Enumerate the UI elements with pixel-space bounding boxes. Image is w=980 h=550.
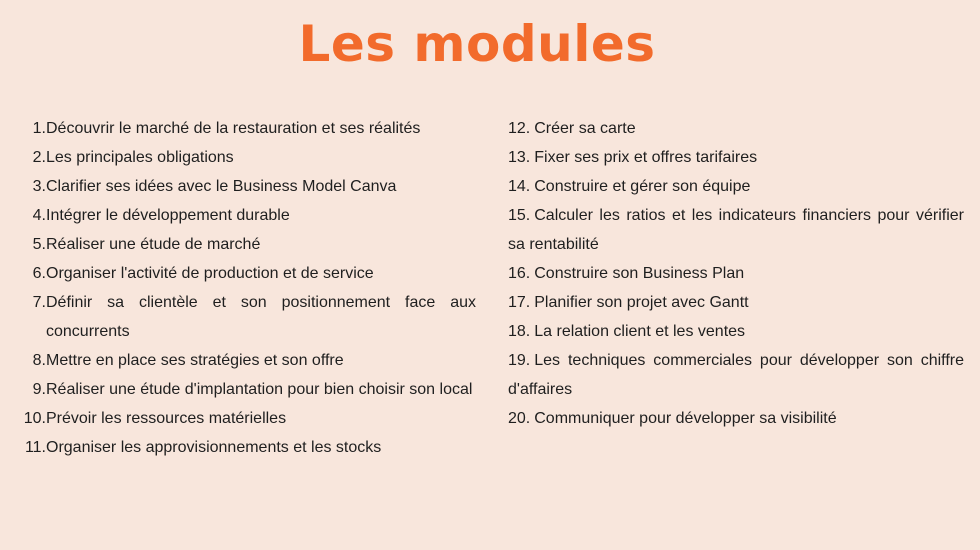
item-number: 20. <box>508 410 531 427</box>
list-item <box>16 172 476 201</box>
item-number: 1. <box>32 120 46 137</box>
item-number: 6. <box>32 265 46 282</box>
item-number: 10. <box>23 410 46 427</box>
list-item <box>508 288 964 317</box>
item-number: 9. <box>32 381 46 398</box>
item-number: 2. <box>32 149 46 166</box>
list-item <box>16 201 476 230</box>
item-number: 19. <box>508 352 531 369</box>
modules-list-right <box>508 114 964 433</box>
item-text: Organiser l'activité de production et de service <box>46 265 374 282</box>
item-number: 8. <box>32 352 46 369</box>
list-item <box>16 433 476 462</box>
item-text: Planifier son projet avec Gantt <box>534 294 749 311</box>
list-item <box>16 288 476 346</box>
item-number: 17. <box>508 294 531 311</box>
item-text: Mettre en place ses stratégies et son offre <box>46 352 344 369</box>
item-text: Construire son Business Plan <box>534 265 745 282</box>
page-title: Les modules <box>298 15 656 73</box>
item-text: Communiquer pour développer sa visibilité <box>534 410 837 427</box>
list-item <box>16 114 476 143</box>
list-item <box>508 346 964 404</box>
item-number: 16. <box>508 265 531 282</box>
item-text: Réaliser une étude d'implantation pour bien choisir son local <box>46 381 473 398</box>
item-text: Clarifier ses idées avec le Business Model Canva <box>46 178 397 195</box>
list-item <box>508 143 964 172</box>
item-number: 11. <box>24 439 46 456</box>
item-number: 5. <box>32 236 46 253</box>
item-number: 15. <box>508 207 531 224</box>
item-text: Organiser les approvisionnements et les stocks <box>46 439 382 456</box>
list-item <box>16 230 476 259</box>
item-text: Construire et gérer son équipe <box>534 178 751 195</box>
item-text: Les principales obligations <box>46 149 234 166</box>
list-item <box>508 317 964 346</box>
item-text: Découvrir le marché de la restauration et ses réalités <box>46 120 421 137</box>
list-item <box>16 346 476 375</box>
item-number: 18. <box>508 323 531 340</box>
item-text: Calculer les ratios et les indicateurs financiers pour vérifier sa rentabilité <box>508 207 964 253</box>
item-text: Intégrer le développement durable <box>46 207 290 224</box>
item-number: 4. <box>32 207 46 224</box>
item-number: 3. <box>32 178 46 195</box>
list-item <box>508 201 964 259</box>
list-item <box>508 259 964 288</box>
list-item <box>16 143 476 172</box>
item-text: Créer sa carte <box>534 120 636 137</box>
list-item <box>16 404 476 433</box>
item-number: 13. <box>508 149 531 166</box>
item-text: Fixer ses prix et offres tarifaires <box>534 149 758 166</box>
modules-list-left <box>16 114 476 462</box>
list-item <box>16 375 476 404</box>
item-text: Prévoir les ressources matérielles <box>46 410 287 427</box>
item-number: 12. <box>508 120 531 137</box>
item-number: 14. <box>508 178 531 195</box>
item-text: Définir sa clientèle et son positionnement face aux concurrents <box>46 294 476 340</box>
item-text: Réaliser une étude de marché <box>46 236 261 253</box>
list-item <box>16 259 476 288</box>
item-text: Les techniques commerciales pour développer son chiffre d'affaires <box>508 352 964 398</box>
list-item <box>508 114 964 143</box>
item-text: La relation client et les ventes <box>534 323 746 340</box>
list-item <box>508 172 964 201</box>
item-number: 7. <box>32 294 46 311</box>
list-item <box>508 404 964 433</box>
